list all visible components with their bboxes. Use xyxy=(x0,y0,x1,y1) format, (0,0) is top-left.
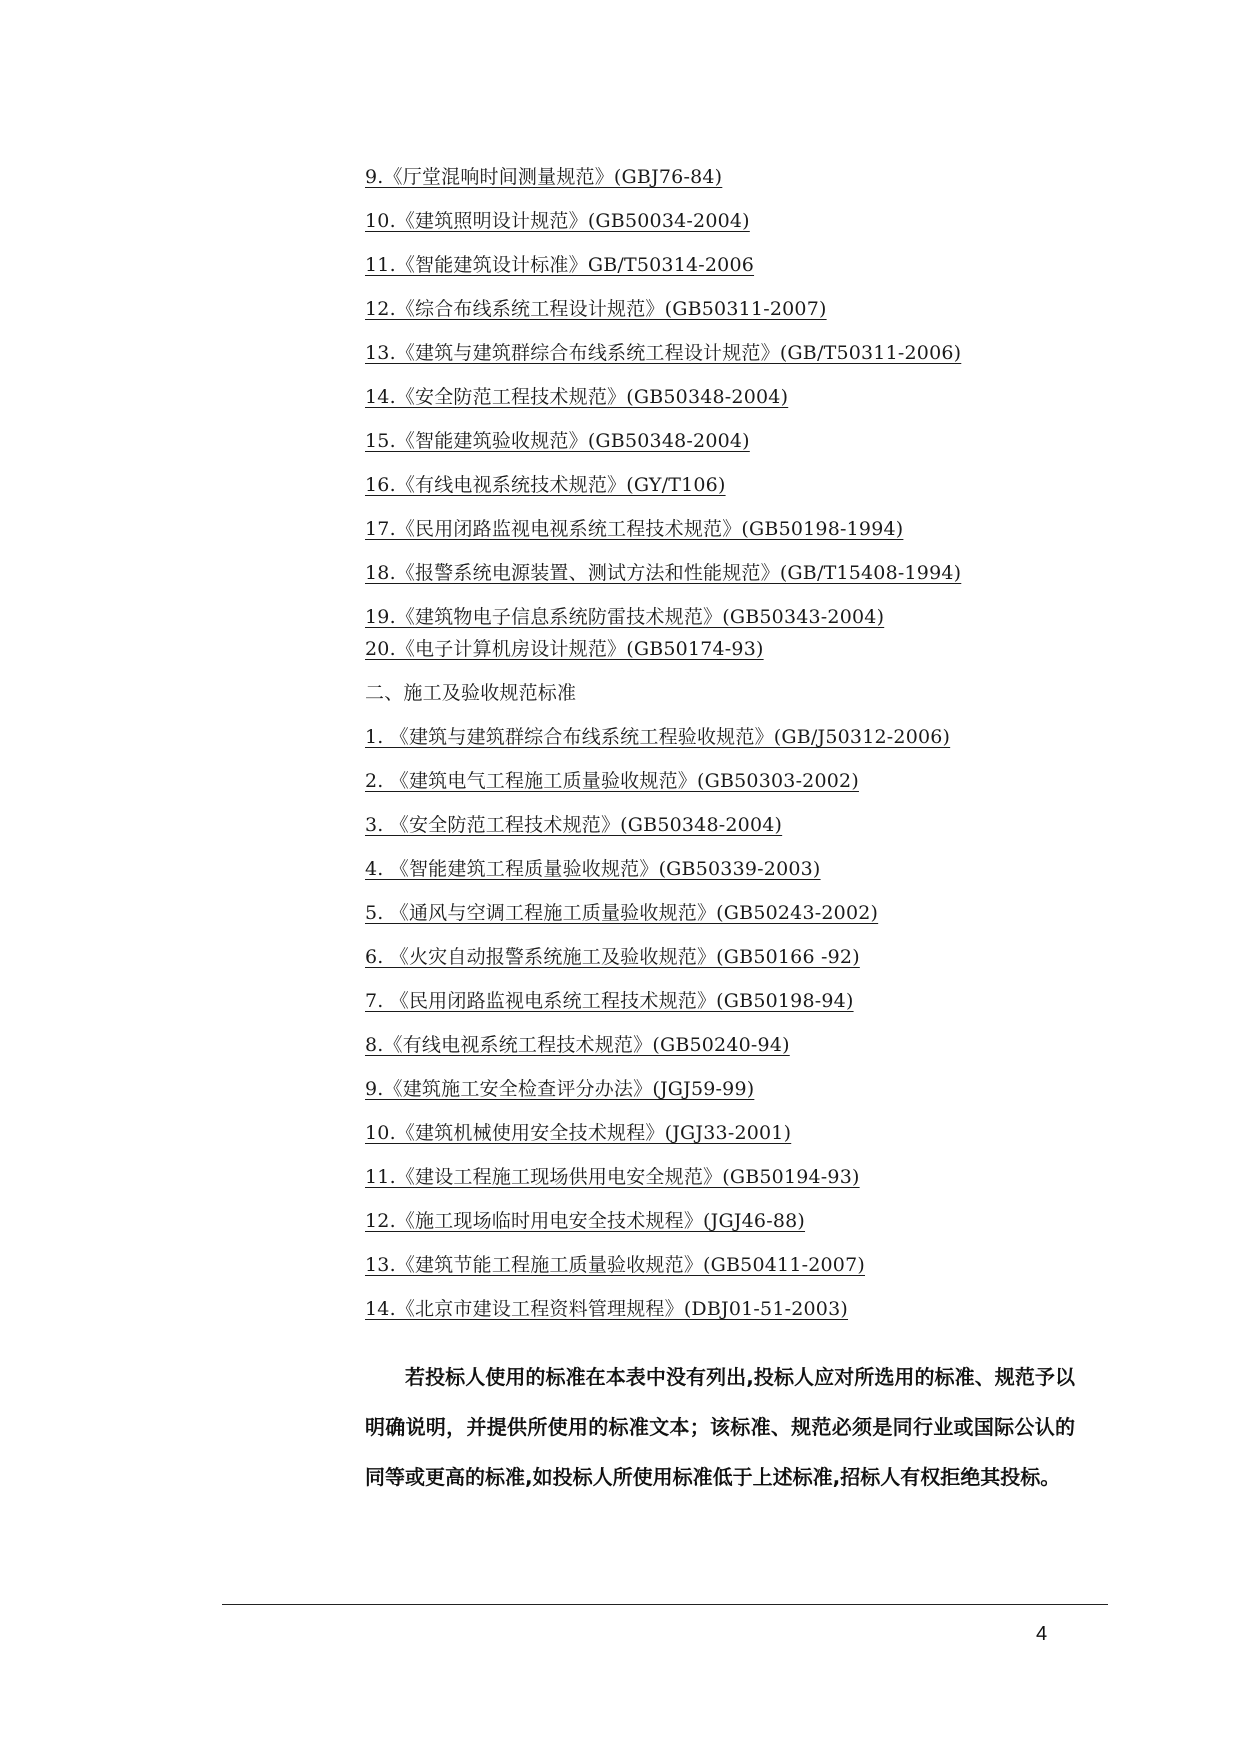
standard-item[interactable]: 12.《施工现场临时用电安全技术规程》(JGJ46-88) xyxy=(365,1210,806,1232)
standard-item[interactable]: 17.《民用闭路监视电视系统工程技术规范》(GB50198-1994) xyxy=(365,518,904,540)
standard-item[interactable]: 11.《智能建筑设计标准》GB/T50314-2006 xyxy=(365,254,755,276)
standard-item[interactable]: 1. 《建筑与建筑群综合布线系统工程验收规范》(GB/J50312-2006) xyxy=(365,726,951,748)
standard-item[interactable]: 10.《建筑机械使用安全技术规程》(JGJ33-2001) xyxy=(365,1122,792,1144)
standard-item[interactable]: 5. 《通风与空调工程施工质量验收规范》(GB50243-2002) xyxy=(365,902,879,924)
footer-divider xyxy=(222,1604,1108,1605)
bidder-note-paragraph: 若投标人使用的标准在本表中没有列出,投标人应对所选用的标准、规范予以明确说明，并提供所使用的标准文本；该标准、规范必须是同行业或国际公认的同等或更高的标准,如投标人所使用标准低于上述标准,招标人有权拒绝其投标。 xyxy=(365,1365,1075,1489)
standard-item[interactable]: 12.《综合布线系统工程设计规范》(GB50311-2007) xyxy=(365,298,827,320)
standard-item[interactable]: 9.《厅堂混响时间测量规范》(GBJ76-84) xyxy=(365,166,723,188)
standard-item[interactable]: 10.《建筑照明设计规范》(GB50034-2004) xyxy=(365,210,750,232)
standard-item[interactable]: 18.《报警系统电源装置、测试方法和性能规范》(GB/T15408-1994) xyxy=(365,562,962,584)
standard-item[interactable]: 3. 《安全防范工程技术规范》(GB50348-2004) xyxy=(365,814,783,836)
standard-item[interactable]: 9.《建筑施工安全检查评分办法》(JGJ59-99) xyxy=(365,1078,755,1100)
page-number: 4 xyxy=(1036,1623,1048,1645)
standard-item[interactable]: 20.《电子计算机房设计规范》(GB50174-93) xyxy=(365,638,764,660)
standard-item[interactable]: 13.《建筑与建筑群综合布线系统工程设计规范》(GB/T50311-2006) xyxy=(365,342,962,364)
standard-item[interactable]: 15.《智能建筑验收规范》(GB50348-2004) xyxy=(365,430,750,452)
standard-item[interactable]: 6. 《火灾自动报警系统施工及验收规范》(GB50166 -92) xyxy=(365,946,860,968)
standard-item[interactable]: 19.《建筑物电子信息系统防雷技术规范》(GB50343-2004) xyxy=(365,606,885,628)
standard-item[interactable]: 16.《有线电视系统技术规范》(GY/T106) xyxy=(365,474,726,496)
standard-item[interactable]: 11.《建设工程施工现场供用电安全规范》(GB50194-93) xyxy=(365,1166,860,1188)
standard-item[interactable]: 8.《有线电视系统工程技术规范》(GB50240-94) xyxy=(365,1034,790,1056)
standard-item[interactable]: 13.《建筑节能工程施工质量验收规范》(GB50411-2007) xyxy=(365,1254,865,1276)
section-heading: 二、施工及验收规范标准 xyxy=(365,682,577,704)
standard-item[interactable]: 4. 《智能建筑工程质量验收规范》(GB50339-2003) xyxy=(365,858,821,880)
standard-item[interactable]: 14.《安全防范工程技术规范》(GB50348-2004) xyxy=(365,386,789,408)
standard-item[interactable]: 14.《北京市建设工程资料管理规程》(DBJ01-51-2003) xyxy=(365,1298,849,1320)
standard-item[interactable]: 7. 《民用闭路监视电系统工程技术规范》(GB50198-94) xyxy=(365,990,854,1012)
standard-item[interactable]: 2. 《建筑电气工程施工质量验收规范》(GB50303-2002) xyxy=(365,770,859,792)
